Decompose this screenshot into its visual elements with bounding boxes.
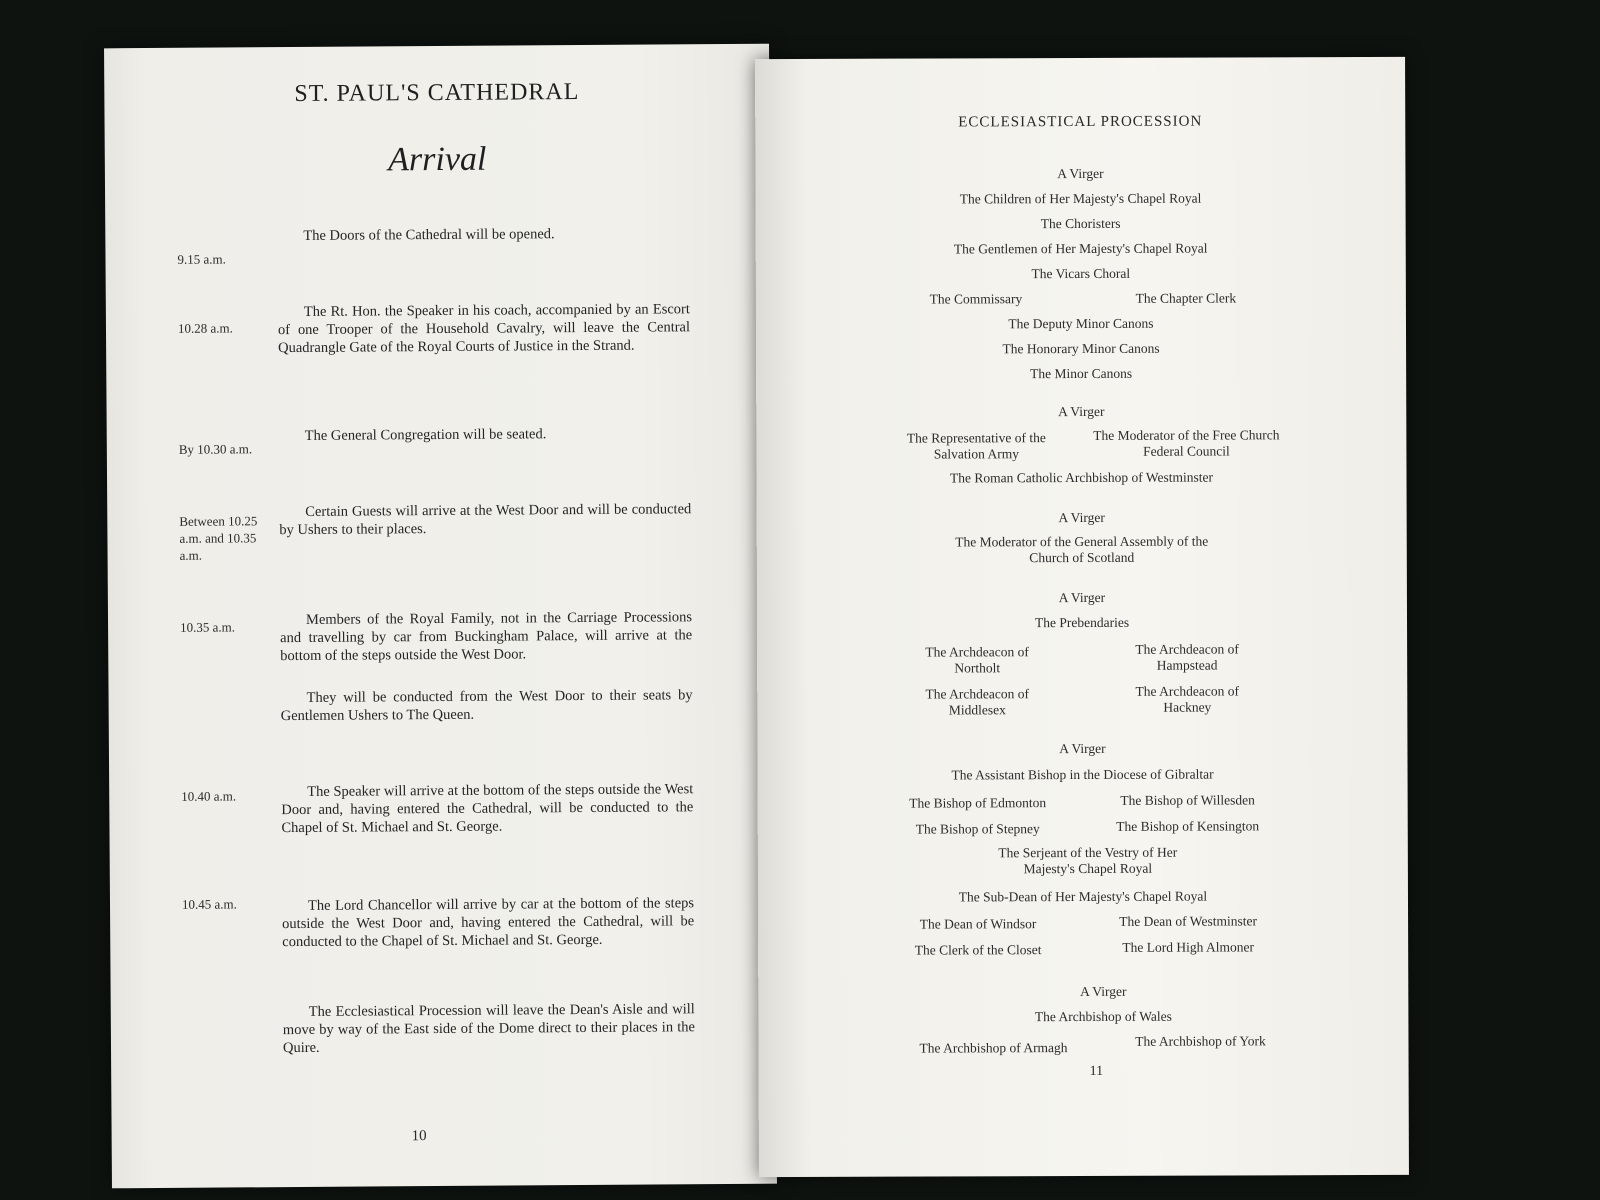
procession-line: The Deputy Minor Canons <box>1008 315 1154 332</box>
procession-line: The Archbishop of Wales <box>1034 1008 1172 1025</box>
time-label: 10.35 a.m. <box>180 619 236 635</box>
procession-line-left: The Commissary <box>929 291 1023 307</box>
page-title: ECCLESIASTICAL PROCESSION <box>958 113 1203 131</box>
left-page <box>104 44 777 1189</box>
procession-line-left: The Bishop of Stepney <box>915 821 1040 837</box>
procession-line-left: The Dean of Windsor <box>919 916 1037 932</box>
procession-line-right: The Bishop of Willesden <box>1120 792 1255 808</box>
schedule-text: The Ecclesiastical Procession will leave the Dean's Aisle and will move by way of the East side of the Dome direct to their places in the Quire. <box>282 1001 695 1057</box>
procession-line: A Virger <box>1058 589 1106 606</box>
schedule-text: Members of the Royal Family, not in the Carriage Processions and travelling by car from Buckingham Palace, will arrive at the bottom of the steps outside the West Door. <box>280 609 693 665</box>
procession-line: The Roman Catholic Archbishop of Westminster <box>949 469 1214 486</box>
procession-line-left: The Archdeacon of Northolt <box>925 644 1029 676</box>
procession-line-right: The Moderator of the Free Church Federal Council <box>1093 427 1280 459</box>
schedule-text: The Rt. Hon. the Speaker in his coach, accompanied by an Escort of one Trooper of the Household Cavalry, will leave the Central Quadrangle Gate of the Royal Courts of Justice in the Strand. <box>277 301 691 357</box>
procession-line-left: The Representative of the Salvation Army <box>906 430 1046 462</box>
schedule-text: They will be conducted from the West Door to their seats by Gentlemen Ushers to The Queen. <box>280 687 693 725</box>
procession-line: The Children of Her Majesty's Chapel Royal <box>959 190 1202 207</box>
procession-line-left: The Bishop of Edmonton <box>909 795 1047 811</box>
section-heading: Arrival <box>388 140 487 179</box>
procession-line-right: The Lord High Almoner <box>1122 939 1254 955</box>
schedule-text: The Doors of the Cathedral will be opened. <box>303 226 555 244</box>
right-page <box>755 57 1409 1177</box>
time-label: 10.40 a.m. <box>181 788 237 804</box>
procession-line: A Virger <box>1058 403 1105 420</box>
procession-line-left: The Archdeacon of Middlesex <box>925 686 1030 718</box>
procession-line-right: The Chapter Clerk <box>1135 290 1237 306</box>
procession-line-left: The Archbishop of Armagh <box>919 1040 1068 1056</box>
procession-line-right: The Bishop of Kensington <box>1116 818 1260 834</box>
procession-line: A Virger <box>1080 983 1127 1000</box>
page-number: 10 <box>411 1128 427 1145</box>
procession-line: The Prebendaries <box>1034 614 1130 631</box>
procession-line-right: The Archdeacon of Hampstead <box>1135 641 1239 673</box>
schedule-text: Certain Guests will arrive at the West Door and will be conducted by Ushers to their places. <box>279 501 692 539</box>
procession-line-right: The Dean of Westminster <box>1119 913 1257 929</box>
procession-line: The Honorary Minor Canons <box>1002 340 1160 357</box>
schedule-text: The Speaker will arrive at the bottom of the steps outside the West Door and, having entered the Cathedral, will be conducted to the Chapel of St. Michael and St. George. <box>281 781 694 837</box>
procession-line: The Vicars Choral <box>1031 265 1131 282</box>
page-number: 11 <box>1089 1063 1104 1079</box>
procession-line-right: The Archdeacon of Hackney <box>1135 683 1240 715</box>
page-title: ST. PAUL'S CATHEDRAL <box>294 79 580 108</box>
procession-line: A Virger <box>1057 165 1104 182</box>
procession-line-right: The Archbishop of York <box>1135 1033 1266 1049</box>
time-label: 10.45 a.m. <box>181 896 237 912</box>
time-label: 10.28 a.m. <box>177 320 233 336</box>
procession-line: A Virger <box>1058 509 1105 526</box>
schedule-text: The Lord Chancellor will arrive by car at the bottom of the steps outside the West Door and, having entered the Cathedral, will be conducted to the Chapel of St. Michael and St. George. <box>282 895 695 951</box>
procession-line: The Serjeant of the Vestry of Her Majesty's Chapel Royal <box>998 844 1178 877</box>
time-label: Between 10.25 a.m. and 10.35 a.m. <box>179 513 258 563</box>
procession-line: The Minor Canons <box>1030 365 1133 382</box>
procession-line-left: The Clerk of the Closet <box>914 942 1042 958</box>
time-label: By 10.30 a.m. <box>178 441 253 457</box>
procession-line: The Assistant Bishop in the Diocese of Gibraltar <box>951 766 1214 783</box>
schedule-text: The General Congregation will be seated. <box>304 426 547 444</box>
time-label: 9.15 a.m. <box>177 251 226 267</box>
procession-line: A Virger <box>1059 740 1106 757</box>
procession-line: The Choristers <box>1040 215 1121 232</box>
procession-line: The Sub-Dean of Her Majesty's Chapel Royal <box>958 888 1208 905</box>
procession-line: The Gentlemen of Her Majesty's Chapel Royal <box>953 240 1208 257</box>
procession-line: The Moderator of the General Assembly of the Church of Scotland <box>955 533 1209 566</box>
